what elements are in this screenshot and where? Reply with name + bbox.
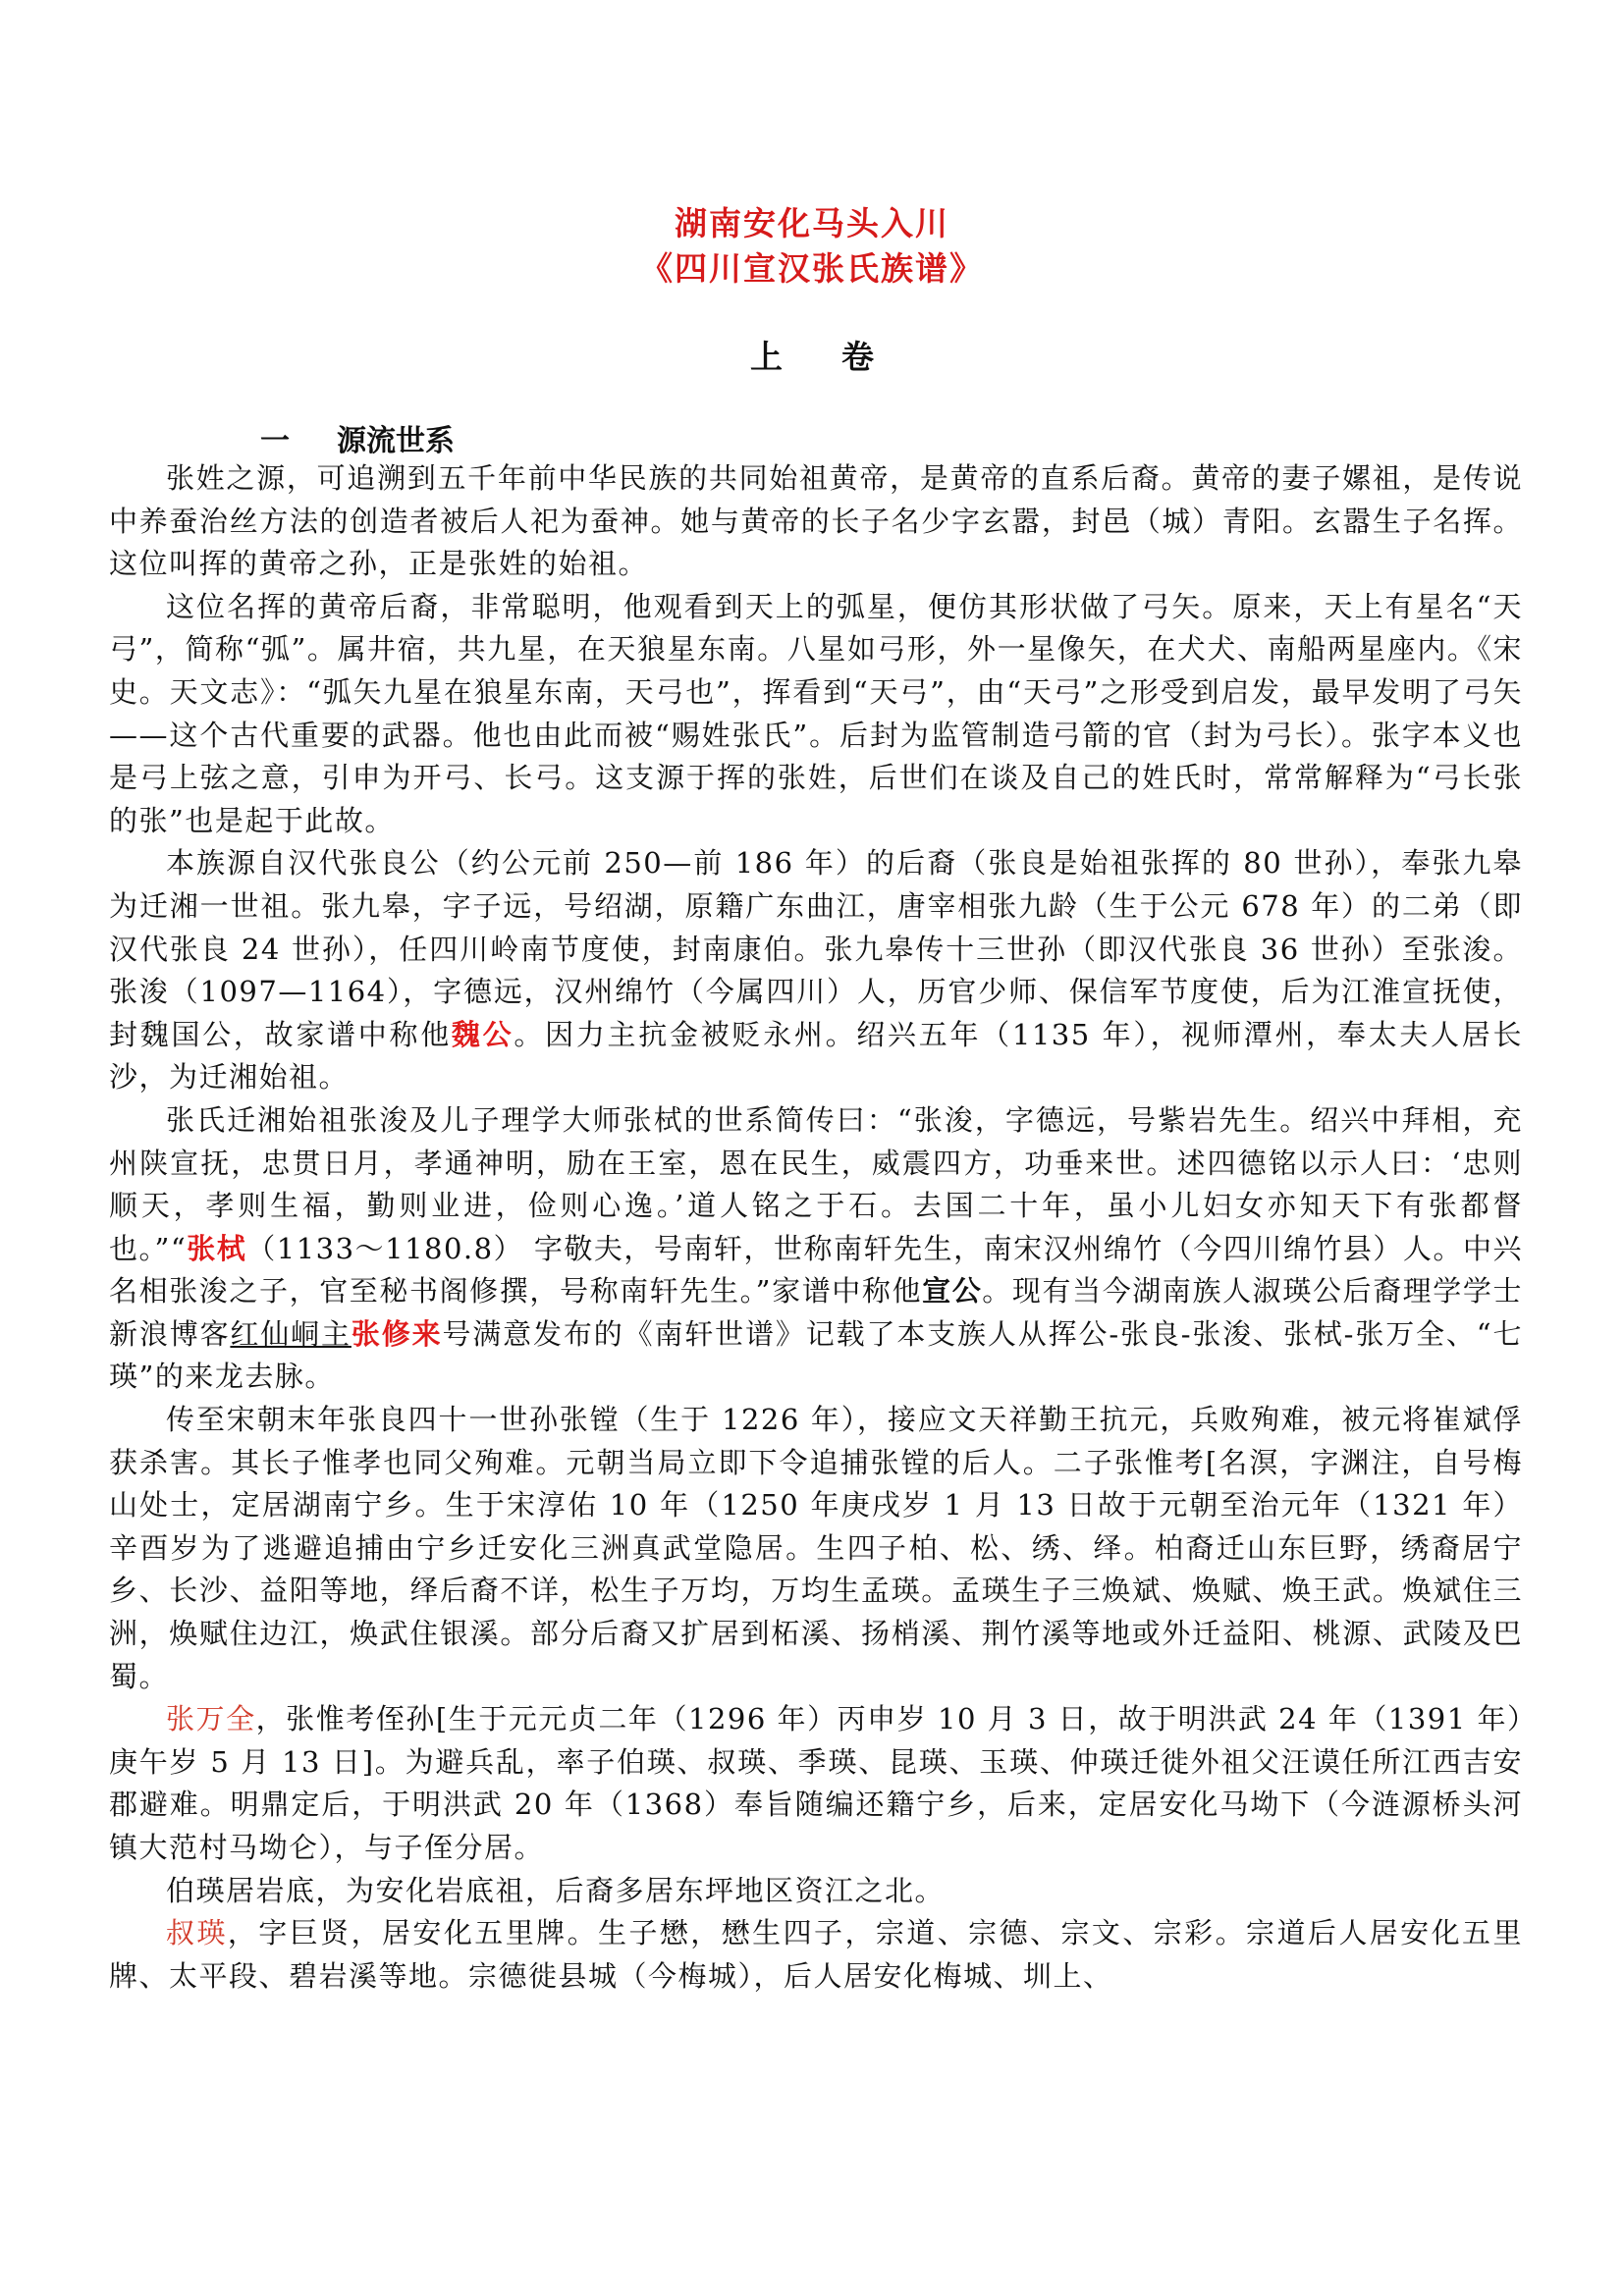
zhang-shi-highlight: 张栻 <box>187 1231 247 1265</box>
p4-text-h: 号满意发布的《南轩世谱》记载了本支族人从挥公-张良-张浚、张栻-张万全、“七瑛”的来龙去脉。 <box>109 1316 1523 1394</box>
p4-text-e: 。现有当今湖南族人淑瑛公后裔理学学士新浪博客 <box>109 1274 1523 1351</box>
p6-text-b: ，张惟考侄孙[生于元元贞二年（1296 年）丙申岁 10 月 3 日，故于明洪武 24 年（1391 年）庚午岁 5 月 13 日]。为避兵乱，率子伯瑛、叔瑛、季瑛、昆瑛、玉瑛、仲瑛迁徙外祖父汪谟任所江西吉安郡避难。明鼎定后，于明洪武 20 年（1368）奉旨随编还籍宁乡，后来，定居安化马坳下（今涟源桥头河镇大范村马坳仑），与子侄分居。 <box>109 1702 1523 1864</box>
volume-char-1: 上 <box>750 338 783 376</box>
p8-text-b: ，字巨贤，居安化五里牌。生子懋，懋生四子，宗道、宗德、宗文、宗彩。宗道后人居安化五里牌、太平段、碧岩溪等地。宗德徙县城（今梅城），后人居安化梅城、圳上、 <box>109 1916 1523 1993</box>
section-heading <box>260 416 455 459</box>
xuan-gong-highlight: 宣公 <box>922 1274 983 1308</box>
p4-text-c: （1133～1180.8） 字敬夫，号南轩，世称南轩先生，南宋汉州绵竹（今四川绵竹县）人。中兴名相张浚之子，官至秘书阁修撰，号称南轩先生。”家谱中称他 <box>109 1231 1523 1308</box>
paragraph-7: 伯瑛居岩底，为安化岩底祖，后裔多居东坪地区资江之北。 <box>166 1873 946 1907</box>
section-title: 源流世系 <box>337 424 455 458</box>
blog-name-link[interactable]: 红仙峒主 <box>230 1316 352 1351</box>
zhang-wanquan-name: 张万全 <box>166 1702 256 1736</box>
zhang-xiulai-highlight: 张修来 <box>351 1316 443 1351</box>
paragraph-3 <box>109 842 1523 1099</box>
p3-text-c: 。因力主抗金被贬永州。绍兴五年（1135 年），视师潭州，奉太夫人居长沙，为迁湘始祖。 <box>109 1017 1523 1095</box>
paragraph-4 <box>109 1099 1523 1399</box>
p4-text-a: 张氏迁湘始祖张浚及儿子理学大师张栻的世系简传曰：“张浚，字德远，号紫岩先生。绍兴中拜相，充州陕宣抚，忠贯日月，孝通神明，励在王室，恩在民生，威震四方，功垂来世。述四德铭以示人曰：‘忠则顺天，孝则生福，勤则业进，俭则心逸。’道人铭之于石。去国二十年，虽小儿妇女亦知天下有张都督也。”“ <box>109 1102 1523 1265</box>
volume-heading <box>0 332 1624 378</box>
paragraph-8 <box>109 1912 1523 1998</box>
section-number: 一 <box>260 424 290 458</box>
volume-char-2: 卷 <box>841 338 874 376</box>
paragraph-2: 这位名挥的黄帝后裔，非常聪明，他观看到天上的弧星，便仿其形状做了弓矢。原来，天上有星名“天弓”，简称“弧”。属井宿，共九星，在天狼星东南。八星如弓形，外一星像矢，在犬犬、南船两星座内。《宋史。天文志》：“弧矢九星在狼星东南，天弓也”，挥看到“天弓”，由“天弓”之形受到启发，最早发明了弓矢——这个古代重要的武器。他也由此而被“赐姓张氏”。后封为监管制造弓箭的官（封为弓长）。张字本义也是弓上弦之意，引申为开弓、长弓。这支源于挥的张姓，后世们在谈及自己的姓氏时，常常解释为“弓长张的张”也是起于此故。 <box>109 589 1523 837</box>
paragraph-1: 张姓之源，可追溯到五千年前中华民族的共同始祖黄帝，是黄帝的直系后裔。黄帝的妻子嫘祖，是传说中养蚕治丝方法的创造者被后人祀为蚕神。她与黄帝的长子名少字玄嚣，封邑（城）青阳。玄嚣生子名挥。这位叫挥的黄帝之孙，正是张姓的始祖。 <box>109 461 1523 581</box>
doc-title-line1: 湖南安化马头入川 <box>675 204 949 242</box>
wei-gong-highlight: 魏公 <box>451 1017 514 1051</box>
p3-text-a: 本族源自汉代张良公（约公元前 250—前 186 年）的后裔（张良是始祖张挥的 80 世孙），奉张九皋为迁湘一世祖。张九皋，字子远，号绍湖，原籍广东曲江，唐宰相张九龄（生于公元 678 年）的二弟（即汉代张良 24 世孙），任四川岭南节度使，封南康伯。张九皋传十三世孙（即汉代张良 36 世孙）至张浚。张浚（1097—1164），字德远，汉州绵竹（今属四川）人，历官少师、保信军节度使，后为江淮宣抚使，封魏国公，故家谱中称他 <box>109 846 1523 1051</box>
paragraph-6 <box>109 1698 1523 1869</box>
shu-ying-name: 叔瑛 <box>166 1916 228 1950</box>
doc-title-line2: 《四川宣汉张氏族谱》 <box>640 249 984 288</box>
body-text <box>109 457 1523 1998</box>
paragraph-5: 传至宋朝末年张良四十一世孙张镗（生于 1226 年），接应文天祥勤王抗元，兵败殉难，被元将崔斌俘获杀害。其长子惟孝也同父殉难。元朝当局立即下令追捕张镗的后人。二子张惟考[名溟，字渊注，自号梅山处士，定居湖南宁乡。生于宋淳佑 10 年（1250 年庚戌岁 1 月 13 日故于元朝至治元年（1321 年）辛酉岁为了逃避追捕由宁乡迁安化三洲真武堂隐居。生四子柏、松、绣、绎。柏裔迁山东巨野，绣裔居宁乡、长沙、益阳等地，绎后裔不详，松生子万均，万均生孟瑛。孟瑛生子三焕斌、焕赋、焕王武。焕斌住三洲，焕赋住边江，焕武住银溪。部分后裔又扩居到柘溪、扬梢溪、荆竹溪等地或外迁益阳、桃源、武陵及巴蜀。 <box>109 1403 1523 1693</box>
